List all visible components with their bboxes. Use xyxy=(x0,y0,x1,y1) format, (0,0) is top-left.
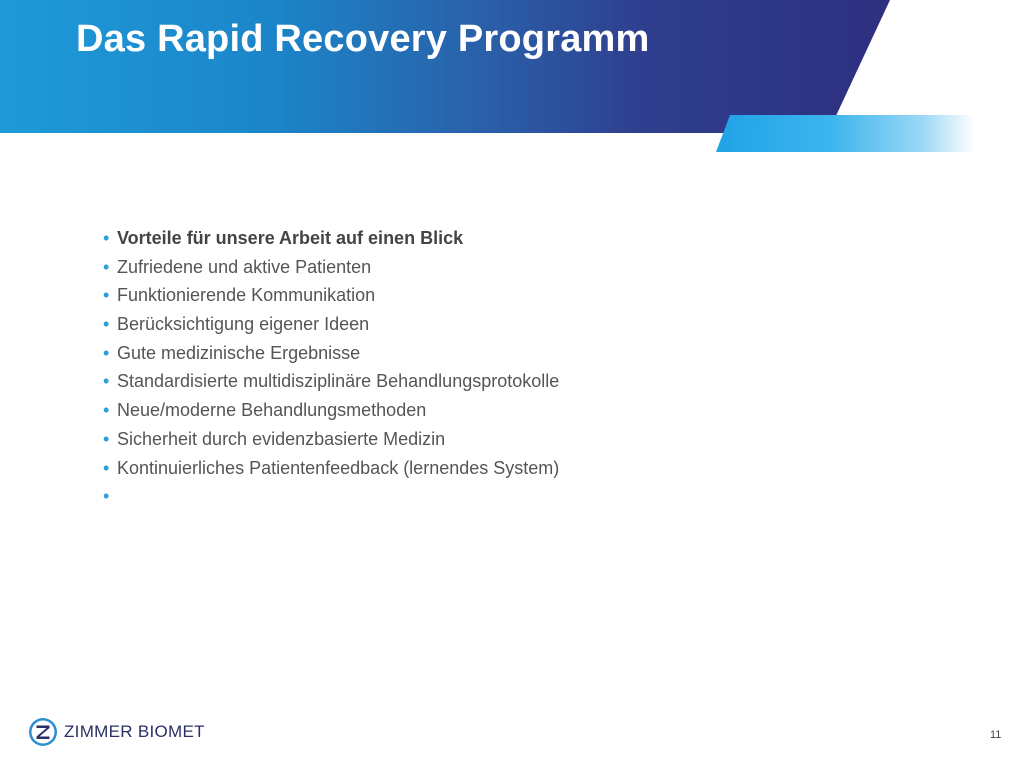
bullet-text: Zufriedene und aktive Patienten xyxy=(117,256,372,277)
page-number: 11 xyxy=(990,729,1002,741)
bullet-icon: • xyxy=(103,400,110,421)
bullet-icon: • xyxy=(103,428,110,449)
zimmer-biomet-z-icon xyxy=(28,717,58,747)
bullet-text: Gute medizinische Ergebnisse xyxy=(117,342,361,363)
list-item xyxy=(103,314,559,343)
bullet-list xyxy=(103,228,559,515)
list-item xyxy=(103,257,559,286)
logo-text: ZIMMER BIOMET xyxy=(64,722,205,741)
bullet-text: Sicherheit durch evidenzbasierte Medizin xyxy=(117,428,446,449)
bullet-icon: • xyxy=(103,228,110,248)
list-item xyxy=(103,486,559,515)
accent-stripe xyxy=(716,115,974,152)
bullet-icon: • xyxy=(103,314,110,335)
bullet-icon: • xyxy=(103,457,110,478)
list-item xyxy=(103,458,559,487)
zimmer-biomet-logo xyxy=(28,717,205,747)
page-title: Das Rapid Recovery Programm xyxy=(76,18,650,60)
bullet-text: Standardisierte multidisziplinäre Behandlungsprotokolle xyxy=(117,371,560,392)
bullet-icon: • xyxy=(103,342,110,363)
bullet-text: Funktionierende Kommunikation xyxy=(117,285,376,306)
bullet-icon: • xyxy=(103,256,110,277)
bullet-text: Vorteile für unsere Arbeit auf einen Blick xyxy=(117,228,464,248)
bullet-icon: • xyxy=(103,371,110,392)
bullet-text: Neue/moderne Behandlungsmethoden xyxy=(117,400,427,421)
bullet-icon: • xyxy=(103,285,110,306)
bullet-text: Berücksichtigung eigener Ideen xyxy=(117,314,370,335)
list-item xyxy=(103,285,559,314)
bullet-text: Kontinuierliches Patientenfeedback (lernendes System) xyxy=(117,457,560,478)
bullet-icon: • xyxy=(103,486,110,507)
list-item xyxy=(103,371,559,400)
list-item xyxy=(103,343,559,372)
list-item xyxy=(103,429,559,458)
list-item xyxy=(103,228,559,257)
list-item xyxy=(103,400,559,429)
